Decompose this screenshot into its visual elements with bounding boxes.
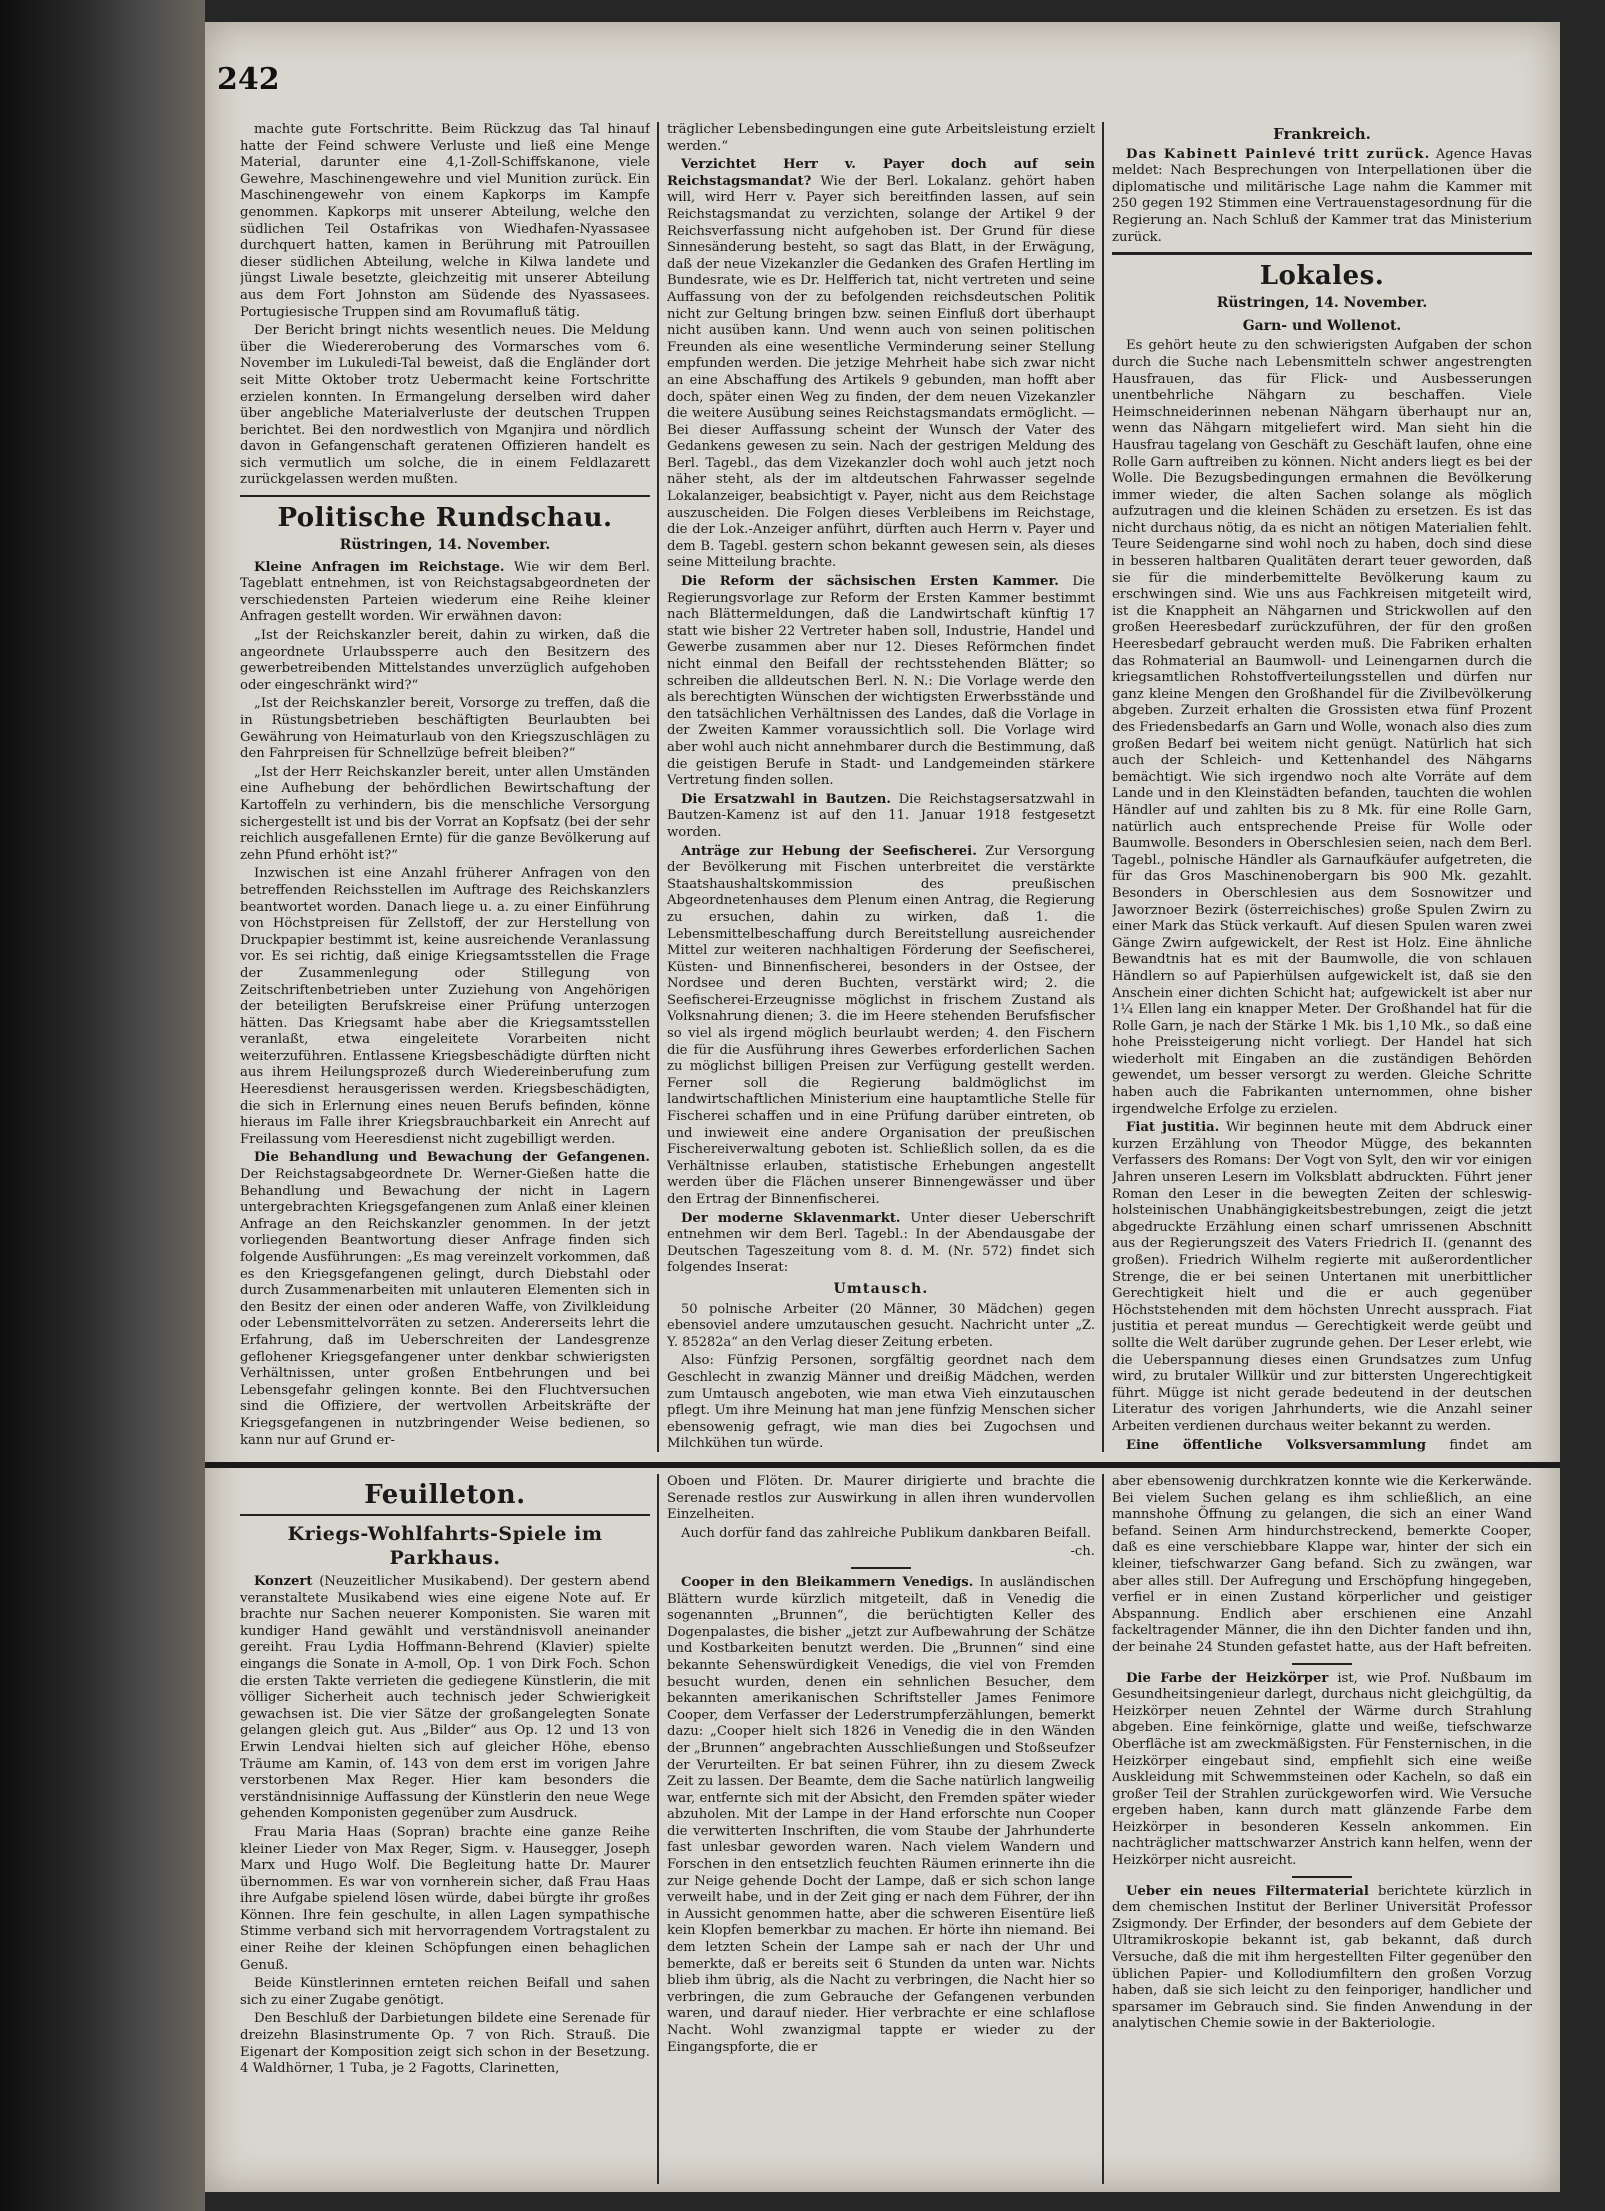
page-number: 242: [217, 62, 280, 97]
reform-lead: Die Reform der sächsischen Ersten Kammer.: [681, 574, 1059, 590]
column-rule-2: [1102, 122, 1104, 1452]
feuilleton-col2-text2: Auch dorfür fand das zahlreiche Publikum dankbaren Beifall.: [681, 1525, 1091, 1541]
feuilleton-divider: [240, 1514, 650, 1516]
column-rule-1: [657, 122, 659, 1452]
col1-dateline: Rüstringen, 14. November.: [339, 537, 551, 554]
feuilleton-signature: -ch.: [1070, 1544, 1095, 1560]
antraege-lead: Anträge zur Hebung der Seefischerei.: [681, 843, 977, 859]
sklavenmarkt-closing: Also: Fünfzig Personen, sorgfältig geordnet nach dem Geschlecht in zwanzig Männer und dreißig Mädchen, werden zum Umtausch angeboten, wie man etwa Vieh einzutauschen pflegt. Um ihre Meinung hat man jene fünfzig Menschen sicher ebensowenig gefragt, wie man dies bei Zugochsen und Milchkühen tun würde.: [667, 1353, 1095, 1452]
volksversammlung-text: findet am: [1449, 1437, 1532, 1452]
column-2: [667, 122, 1095, 1452]
feuilleton-column-2: [667, 1474, 1095, 2184]
fiat-justitia-text: Wir beginnen heute mit dem Abdruck einer kurzen Erzählung von Theodor Mügge, des bekannten Verfassers des Romans: Der Vogt von Sylt, den wir vor einigen Jahren unseren Lesern im Volksblatt abdruckten. Führt jener Roman den Leser in die bewegten Zeiten der schleswig-holsteinischen Unabhängigkeitsbestrebungen, zeigt die jetzt abgedruckte Erzählung einen scharf umrissenen Abschnitt aus der Regierungszeit des Vaters Friedrich II. (genannt des großen). Friedrich Wilhelm regierte mit außerordentlicher Strenge, die er bei seinen Untertanen mit unerbittlicher Gerechtigkeit hielt und die er auch gegenüber Höchststehenden mit dem höchsten Unrecht aussprach. Fiat justitia et pereat mundus — Gerechtigkeit werde geübt und sollte die Welt darüber zugrunde gehen. Der Leser erlebt, wie die Ueberspannung dieses einen Grundsatzes zum Unfug wird, zu brutaler Willkür und zur bittersten Ungerechtigkeit führt. Mügge ist nicht gerade bedeutend in der deutschen Literatur des vorigen Jahrhunderts, wie die Anzahl seiner Arbeiten verdienen durchaus weiter bekannt zu werden.: [1112, 1120, 1532, 1434]
sklavenmarkt-text: Unter dieser Ueberschrift entnehmen wir dem Berl. Tagebl.: In der Abendausgabe der Deutschen Tageszeitung vom 8. d. M. (Nr. 572) findet sich folgendes Inserat:: [667, 1210, 1095, 1276]
filtermaterial-text: berichtete kürzlich in dem chemischen Institut der Berliner Universität Professor Zsigmondy. Der Erfinder, der besonders auf dem Gebiete der Ultramikroskopie bekannt ist, gab bekannt, daß durch Versuche, daß die mit ihm hergestellten Filter gegenüber den üblichen Papier- und Kollodiumfiltern den großen Vorzug haben, daß sie sich leicht zu den feinporiger, handlicher und sparsamer im Gebrauch sind. Sie finden Anwendung in der analytischen Chemie sowie in der Bakteriologie.: [1112, 1883, 1532, 2032]
col2-paragraph-1: träglicher Lebensbedingungen eine gute Arbeitsleistung erzielt werden.“: [667, 122, 1095, 154]
feuilleton-col3-rule-1: [1292, 1663, 1352, 1665]
feuilleton-rule-2: [1102, 1474, 1104, 2184]
feuilleton-separator: [205, 1462, 1560, 1468]
quote-2: „Ist der Reichskanzler bereit, Vorsorge zu treffen, daß die in Rüstungsbetrieben beschäftigten Beurlaubten bei Gewährung von Heimaturlaub von den Kriegszuschlägen zu den Fahrpreisen für Schnellzüge befreit bleiben?“: [240, 696, 650, 762]
frankreich-title: Frankreich.: [1273, 125, 1371, 143]
frankreich-lead: Das Kabinett Painlevé tritt zurück.: [1126, 146, 1431, 162]
ad-title: Umtausch.: [833, 1280, 929, 1297]
beide-text: Beide Künstlerinnen ernteten reichen Beifall und sahen sich zu einer Zugabe genötigt.: [240, 1976, 650, 2008]
col1-divider: [240, 495, 650, 497]
haas-text: Frau Maria Haas (Sopran) brachte eine ganze Reihe kleiner Lieder von Max Reger, Sigm. v. Hausegger, Joseph Marx und Hugo Wolf. Die Begleitung hatte Dr. Maurer übernommen. Es war von vornherein sicher, daß Frau Haas ihre Aufgabe spielend lösen würde, dabei bürgte ihr großes Können. Ihre fein geschulte, in allen Lagen sympathische Stimme verband sich mit hervorragendem Vortragstalent zu einer Reihe der kleinen Schöpfungen einen behaglichen Genuß.: [240, 1824, 650, 1973]
column-3: [1112, 122, 1532, 1452]
quote-1: „Ist der Reichskanzler bereit, dahin zu wirken, daß die angeordnete Urlaubssperre auch den Besitzern des gewerbetreibenden Mittelstandes unverzüglich aufgehoben oder eingeschränkt wird?“: [240, 628, 650, 693]
feuilleton-col3-rule-2: [1292, 1876, 1352, 1878]
antraege-text: Zur Versorgung der Bevölkerung mit Fischen unterbreitet die verstärkte Staatshaushaltskommission des preußischen Abgeordnetenhauses dem Plenum einen Antrag, die Regierung zu ersuchen, dahin zu wirken, daß 1. die Lebensmittelbeschaffung durch Bereitstellung ausreichender Mittel zur weiteren nachhaltigen Förderung der Seefischerei, Küsten- und Binnenfischerei, besonders in der Ostsee, der Nordsee und deren Buchten, verstärkt wird; 2. die Seefischerei-Erzeugnisse möglichst in frischem Zustand als Volksnahrung dienen; 3. die im Heere stehenden Berufsfischer so viel als irgend möglich beurlaubt werden; 4. den Fischern die für die Ausführung ihres Gewerbes erforderlichen Sachen zu möglichst billigen Preisen zur Verfügung gestellt werden. Ferner soll die Regierung baldmöglichst im landwirtschaftlichen Ministerium eine hauptamtliche Stelle für Fischerei schaffen und in eine Prüfung darüber eintreten, ob und inwieweit eine andere Organisation der preußischen Fischereiverwaltung geboten ist. Schließlich sollen, da es die Verhältnisse erlauben, statistische Erhebungen angestellt werden über die Flächen unserer Binnengewässer und über den Ertrag der Binnenfischerei.: [667, 843, 1095, 1207]
kleine-anfragen-text: Wie wir dem Berl. Tageblatt entnehmen, ist von Reichstagsabgeordneten der verschiedensten Parteien wiederum eine Reihe kleiner Anfragen gestellt worden. Wir erwähnen davon:: [240, 559, 650, 625]
feuilleton-rule-1: [657, 1474, 659, 2184]
quote-3: „Ist der Herr Reichskanzler bereit, unter allen Umständen eine Aufhebung der behördlichen Bewirtschaftung der Kartoffeln zu verhindern, bis die menschliche Versorgung sichergestellt ist und bis der Vorrat an Kopfsatz (bei der sehr reichlich ausgefallenen Ernte) für die ganze Bevölkerung auf zehn Pfund erhöht ist?“: [240, 764, 650, 863]
feuilleton-column-3: [1112, 1474, 1532, 2184]
payer-lead: Verzichtet Herr v. Payer doch auf sein Reichstagsmandat?: [667, 157, 1095, 189]
payer-text: Wie der Berl. Lokalanz. gehört haben will, wird Herr v. Payer sich bereitfinden lassen, auf sein Reichstagsmandat zu verzichten, solange der Artikel 9 der Reichsverfassung nicht aufgehoben ist. Der Grund für diese Sinnesänderung besteht, so sagt das Blatt, in der Erwägung, daß der neue Vizekanzler die Gedanken des Grafen Hertling im Bundesrate, wie es Dr. Helfferich tat, nicht vertreten und seine Auffassung von der zu befolgenden reichsdeutschen Politik nicht zur Geltung bringen bzw. seinen Einfluß dort überhaupt nicht ausüben kann. Und wenn auch von seinen politischen Freunden als eine wesentliche Verminderung seiner Stellung empfunden werden. Die jetzige Mehrheit habe sich zwar nicht an eine Abschaffung des Artikels 9 gebunden, man hofft aber doch, später einen Weg zu finden, der dem neuen Vizekanzler die weitere Ausübung seines Reichstagsmandats ermöglicht. — Bei dieser Auffassung scheint der Wunsch der Vater des Gedankens gewesen zu sein. Nach der gestrigen Meldung des Berl. Tagebl., das dem Vizekanzler doch wohl auch jetzt noch näher steht, als der im altdeutschen Fahrwasser segelnde Lokalanzeiger, beabsichtigt v. Payer, nicht aus dem Reichstage auszuscheiden. Die Folgen dieses Verbleibens im Reichstage, die der Lok.-Anzeiger anführt, dürften auch Herrn v. Payer und dem B. Tagebl. gestern schon bekannt gewesen sein, als dieses seine Mitteilung brachte.: [667, 173, 1095, 571]
schluss-text: Den Beschluß der Darbietungen bildete eine Serenade für dreizehn Blasinstrumente Op. 7 von Rich. Strauß. Die Eigenart der Komposition zeigt sich schon in der Besetzung. 4 Waldhörner, 1 Tuba, je 2 Fagotts, Clarinetten,: [240, 2011, 650, 2077]
feuilleton-headline: Kriegs-Wohlfahrts-Spiele im Parkhaus.: [287, 1523, 603, 1569]
ersatzwahl-lead: Die Ersatzwahl in Bautzen.: [681, 791, 891, 807]
col3-divider: [1112, 252, 1532, 255]
volksversammlung-lead: Eine öffentliche Volksversammlung: [1126, 1437, 1426, 1452]
gefangenen-text: Der Reichstagsabgeordnete Dr. Werner-Gießen hatte die Behandlung und Bewachung der nicht in Lagern untergebrachten Kriegsgefangenen zum Anlaß einer kleinen Anfrage an den Reichskanzler genommen. In der jetzt vorliegenden Beantwortung dieser Anfrage finden sich folgende Ausführungen: „Es mag vereinzelt vorkommen, daß es den Kriegsgefangenen gelingt, durch Diebstahl oder durch Zusammenarbeiten mit unlauteren Elementen sich in den Besitz der einen oder anderen Waffe, von Zivilkleidung oder Lebensmittelvorräten zu setzen. Andererseits lehrt die Erfahrung, daß im Ueberschreiten der Landesgrenze geflohener Kriegsgefangener unter denkbar schwierigsten Verhältnissen, unter großen Entbehrungen und bei Lebensgefahr gelingen konnte. Bei den Fluchtversuchen sind die Offiziere, der wertvollen Arbeitskräfte der Kriegsgefangenen in nutzbringender Weise bedienen, so kann nur auf Grund er-: [240, 1167, 650, 1448]
ersatzwahl-text: Die Reichstagsersatzwahl in Bautzen-Kamenz ist auf den 11. Januar 1918 festgesetzt worden.: [667, 791, 1095, 840]
cooper-lead: Cooper in den Bleikammern Venedigs.: [681, 1574, 974, 1590]
garn-title: Garn- und Wollenot.: [1242, 317, 1402, 334]
kleine-anfragen-lead: Kleine Anfragen im Reichstage.: [254, 559, 505, 575]
column-1: [240, 122, 650, 1452]
heizkoerper-text: ist, wie Prof. Nußbaum im Gesundheitsingenieur darlegt, durchaus nicht gleichgültig, da Heizkörper neuen Zehntel der Wärme durch Strahlung abgeben. Eine feinkörnige, glatte und weiße, tiefschwarze Oberfläche ist am zweckmäßigsten. Für Fensternischen, in die Heizkörper eingebaut sind, empfiehlt sich eine weiße Auskleidung mit Schwemmsteinen oder Kacheln, so daß ein großer Teil der Strahlen zurückgeworfen wird. Wie Versuche ergeben haben, kann durch matt glänzende Farbe dem Heizkörper in besonderen Kesseln ankommen. Ein nachträglicher mattschwarzer Anstrich kann helfen, wenn der Heizkörper nicht ausreicht.: [1112, 1670, 1532, 1869]
gefangenen-lead: Die Behandlung und Bewachung der Gefangenen.: [254, 1150, 650, 1166]
feuilleton-col2-rule: [851, 1567, 911, 1569]
col1-paragraph-1: machte gute Fortschritte. Beim Rückzug das Tal hinauf hatte der Feind schwere Verluste und ließ eine Menge Material, darunter eine 4,1-Zoll-Schiffskanone, viele Gewehre, Maschinengewehre und viel Munition zurück. Ein Maschinengewehr von einem Kapkorps im Kampfe genommen. Kapkorps mit unserer Abteilung, welche den südlichen Teil Ostafrikas von Wiedhafen-Nyassasee durchquert hatten, kamen in Berührung mit Patrouillen dieser südlichen Abteilung, welche in Kilwa landete und jüngst Liwale besetzte, gleichzeitig mit unserer Abteilung aus dem Fort Johnston am Südende des Nyassasees. Portugiesische Truppen sind am Rovumafluß tätig.: [240, 122, 650, 320]
sklavenmarkt-lead: Der moderne Sklavenmarkt.: [681, 1210, 901, 1226]
feuilleton-col2-text: Oboen und Flöten. Dr. Maurer dirigierte und brachte die Serenade restlos zur Auswirkung in allen ihren wundervollen Einzelheiten.: [667, 1474, 1095, 1523]
col3-dateline: Rüstringen, 14. November.: [1216, 295, 1428, 312]
politische-rundschau-title: Politische Rundschau.: [277, 503, 613, 534]
konzert-lead: Konzert: [254, 1574, 313, 1589]
frankreich-text: Agence Havas meldet: Nach Besprechungen von Interpellationen über die diplomatische und militärische Lage nahm die Kammer mit 250 gegen 192 Stimmen eine Vertrauenstagesordnung für die Regierung an. Nach Schluß der Kammer trat das Ministerium zurück.: [1112, 146, 1532, 245]
feuilleton-column-1: [240, 1474, 650, 2184]
konzert-text: (Neuzeitlicher Musikabend). Der gestern abend veranstaltete Musikabend wies eine eigene Note auf. Er brachte nur Sachen neuerer Komponisten. Sie waren mit kundiger Hand gewählt und verständnisvoll aneinander gereiht. Frau Lydia Hoffmann-Behrend (Klavier) spielte eingangs die Sonate in A-moll, Op. 1 von Dirk Foch. Schon die ersten Takte verrieten die gediegene Künstlerin, die mit völliger Sicherheit auch technisch jeder Schwierigkeit gewachsen ist. Die vier Sätze der großangelegten Sonate gelangen gleich gut. Aus „Bilder“ aus Op. 12 und 13 von Erwin Lendvai hielten sich auf gleicher Höhe, ebenso Träume am Kamin, of. 143 von dem erst im vorigen Jahre verstorbenen Max Reger. Hier kam besonders die verständnisinnige Auffassung der Künstlerin den neue Wege gehenden Komponisten gegenüber zum Ausdruck.: [240, 1574, 650, 1822]
reform-text: Die Regierungsvorlage zur Reform der Ersten Kammer bestimmt nach Blättermeldungen, daß die Landwirtschaft künftig 17 statt wie bisher 22 Vertreter haben soll, Industrie, Handel und Gewerbe zusammen aber nur 12. Dieses Reförmchen findet nicht einmal den Beifall der rechtsstehenden Blätter; so schreiben die alldeutschen Berl. N. N.: Die Vorlage werde den als berechtigten Wünschen der wichtigsten Erwerbsstände und den tatsächlichen Verhältnissen des Landes, daß die Vorlage in der Zweiten Kammer voraussichtlich soll. Die Vorlage wird aber wohl auch nicht annehmbarer durch die Bestimmung, daß die geistigen Berufe in Stadt- und Landgemeinden stärkere Vertretung finden sollen.: [667, 574, 1095, 789]
col1-paragraph-2: Der Bericht bringt nichts wesentlich neues. Die Meldung über die Wiedereroberung des Vormarsches vom 6. November im Lukuledi-Tal beweist, daß die Engländer dort seit Mitte Oktober trotz Uebermacht keine Fortschritte erzielen konnten. In Ermangelung derselben wird daher über angebliche Materialverluste der deutschen Truppen berichtet. Bei den nordwestlich von Mganjira und nördlich davon in Gefangenschaft geratenen Offizieren handelt es sich vermutlich um solche, die in einem Feldlazarett zurückgelassen werden mußten.: [240, 323, 650, 488]
lokales-title: Lokales.: [1259, 261, 1385, 292]
heizkoerper-lead: Die Farbe der Heizkörper: [1126, 1670, 1329, 1686]
filtermaterial-lead: Ueber ein neues Filtermaterial: [1126, 1883, 1369, 1899]
ad-text: 50 polnische Arbeiter (20 Männer, 30 Mädchen) gegen ebensoviel andere umzutauschen gesucht. Nachricht unter „Z. Y. 85282a“ an den Verlag dieser Zeitung erbeten.: [667, 1301, 1095, 1350]
col1-paragraph-3: Inzwischen ist eine Anzahl früherer Anfragen von den betreffenden Reichsstellen im Auftrage des Reichskanzlers beantwortet worden. Danach liege u. a. zu einer Einführung von Höchstpreisen für Zellstoff, der zur Herstellung von Druckpapier bestimmt ist, keine ausreichende Veranlassung vor. Es sei richtig, daß einige Kriegsamtsstellen die Frage der Zusammenlegung oder Stillegung von Zeitschriftenbetrieben unter Zuziehung von Angehörigen der beteiligten Berufskreise einer Prüfung unterzogen hätten. Das Kriegsamt habe aber die Kriegsamtsstellen veranlaßt, etwa eingeleitete Vorarbeiten nicht weiterzuführen. Entlassene Kriegsbeschädigte dürften nicht aus ihrem Heilungsprozeß durch Wiedereinberufung zum Heeresdienst herausgerissen werden. Kriegsbeschädigten, die sich in Erlernung eines neuen Berufs befinden, könne hieraus im Falle ihrer Kriegsbrauchbarkeit ein Anrecht auf Freilassung vom Heeresdienst nicht zugebilligt werden.: [240, 866, 650, 1147]
feuilleton-col3-text: aber ebensowenig durchkratzen konnte wie die Kerkerwände. Bei vielem Suchen gelang es ihm schließlich, an eine mannshohe Öffnung zu gelangen, die sich an einer Wand befand. Seinen Arm hindurchstreckend, bemerkte Cooper, daß es eine verschiebbare Klappe war, hinter der sich ein kleiner, tiefschwarzer Gang befand. Sich zu zwängen, war aber alles still. Der Aufregung und Erschöpfung hingegeben, verfiel er in einen Zustand körperlicher und geistiger Abspannung. Endlich aber erschienen eine Anzahl fackeltragender Männer, die ihn den Dichter fanden und ihn, der beinahe 24 Stunden gefastet hatte, aus der Haft befreiten.: [1112, 1474, 1532, 1655]
book-binding: [0, 0, 205, 2211]
cooper-text: In ausländischen Blättern wurde kürzlich mitgeteilt, daß in Venedig die sogenannten „Brunnen“, die berüchtigten Keller des Dogenpalastes, die bisher „jetzt zur Aufbewahrung der Schätze und Kostbarkeiten benutzt werden. Die „Brunnen“ sind eine bekannte Sehenswürdigkeit Venedigs, die viel von Fremden besucht wurden, denen ein sehnlichen Besucher, dem bekannten amerikanischen Schriftsteller James Fenimore Cooper, dem Verfasser der Lederstrumpferzählungen, bemerkt dazu: „Cooper hielt sich 1826 in Venedig die in den Wänden der „Brunnen“ angebrachten Ausschließungen und Stoßseufzer der Verurteilten. Er bat seinen Führer, ihn zu diesem Zweck Zeit zu lassen. Der Beamte, dem die Sache natürlich langweilig war, entfernte sich mit der Absicht, den Fremden später wieder abzuholen. Mit der Lampe in der Hand erforschte nun Cooper die verwitterten Inschriften, die vom Staube der Jahrhunderte fast unlesbar geworden waren. Nach vielem Wandern und Forschen in den entsetzlich feuchten Räumen erinnerte ihn die zur Neige gehende Docht der Lampe, daß er sich schon lange verweilt habe, und in der Zeit ging er nach dem Führer, der ihn in Aussicht genommen hatte, aber die schweren Eisentüre ließ kein Klopfen bemerkbar zu machen. Er hörte ihn niemand. Bei dem letzten Schein der Lampe sah er nach der Uhr und bemerkte, daß er bereits seit 6 Stunden da unten war. Nichts blieb ihm übrig, als die Nacht zu verbringen, die Nacht hier so verbringen, die zum Gebrauche der Gefangenen verbunden waren, und darauf nieder. Hier verbrachte er eine schlaflose Nacht. Wohl zwanzigmal tappte er wieder zu der Eingangspforte, die er: [667, 1574, 1095, 2055]
feuilleton-title: Feuilleton.: [364, 1480, 526, 1510]
newspaper-page: [205, 22, 1560, 2192]
fiat-justitia-lead: Fiat justitia.: [1126, 1120, 1220, 1136]
garn-text: Es gehört heute zu den schwierigsten Aufgaben der schon durch die Suche nach Lebensmitteln schwer angestrengten Hausfrauen, das für Flick- und Ausbesserungen unentbehrliche Nähgarn zu beschaffen. Viele Heimschneiderinnen nebenan Nähgarn überhaupt nur an, wenn das Nähgarn mitgeliefert wird. Man sieht hin die Hausfrau tagelang von Geschäft zu Geschäft laufen, ohne eine Rolle Garn auftreiben zu können. Nicht anders liegt es bei der Wolle. Die Bezugsbedingungen ermahnen die Bevölkerung immer wieder, die alten Sachen solange als möglich aufzutragen und die kleinen Schäden zu ersetzen. Es ist das nicht durchaus nötig, da es nicht an nötigen Materialien fehlt. Teure Seidengarne sind wohl noch zu haben, doch sind diese in besseren haltbaren Qualitäten derart teuer geworden, daß sie für die minderbemittelte Bevölkerung kaum zu erschwingen sind. Wie uns aus Fachkreisen mitgeteilt wird, ist die Knappheit an Nähgarnen und Strickwollen auf den großen Heeresbedarf zurückzuführen, der für den großen Heeresbedarf gebraucht werden muß. Die Fabriken erhalten das Rohmaterial an Baumwoll- und Leinengarnen durch die kriegsamtlichen Rohstoffverteilungsstellen und dürfen nur ganz kleine Mengen den Großhandel für die Zivilbevölkerung abgeben. Zurzeit erhalten die Grossisten etwa fünf Prozent des Friedensbedarfs an Garn und Wolle, wonach also dies zum großen Bedarf bei weitem nicht genügt. Natürlich hat sich auch der Schleich- und Kettenhandel des Nähgarns bemächtigt. Wie sich irgendwo noch alte Vorräte auf dem Lande und in den Kleinstädten befanden, tauchten die wohlen Händler auf und zahlten bis zu 8 Mk. für eine Rolle Garn, natürlich auch entsprechende Preise für Wolle oder Baumwolle. Besonders in Oberschlesien seien, nach dem Berl. Tagebl., polnische Händler als Garnaufkäufer aufgetreten, die für das Gros Maschinenobergarn bis 900 Mk. gezahlt. Besonders in Oberschlesien aus dem Sosnowitzer und Jaworznoer Bezirk (österreichisches) große Spulen Zwirn zu einer Mark das Stück verkauft. Auf diesen Spulen waren zwei Gänge Zwirn aufgewickelt, der Rest ist Holz. Eine ähnliche Bewandtnis hat es mit der Baumwolle, die von schlauen Händlern so auf Papierhülsen aufgewickelt ist, daß sie den Anschein einer dichten Schicht hat; aufgewickelt ist aber nur 1¼ Ellen lang ein knapper Meter. Der Großhandel hat für die Rolle Garn, je nach der Stärke 1 Mk. bis 1,10 Mk., so daß eine hohe Preissteigerung nicht vorliegt. Der Handel hat sich wiederholt mit Eingaben an die zuständigen Behörden gewendet, um besser versorgt zu werden. Gleiche Schritte haben auch die Fabrikanten unternommen, ohne bisher irgendwelche Erfolge zu erzielen.: [1112, 338, 1532, 1117]
